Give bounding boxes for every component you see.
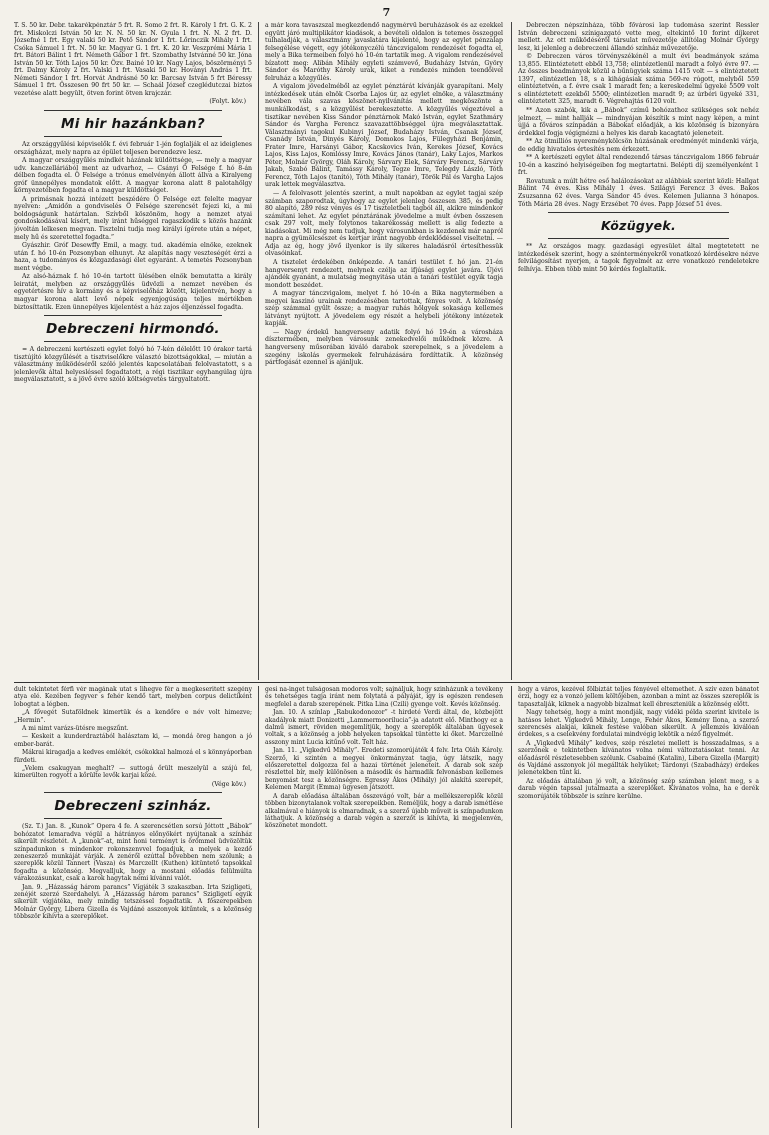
column-rule (258, 22, 259, 680)
article-paragraph: ** Az országos magy. gazdasági egyesület által megtetetett ne intézkedések szerint, hogy a szénterményekről vonatkozó kérdésekre nézve felvilágosítást nyerjen, a tagok figyelmét az erre vonatkozó rendeletekre felhívja. Ebben több mint 50 kérdés foglaltatik. (518, 243, 759, 273)
lower-column-3 (518, 686, 759, 1128)
review-paragraph: Nagy tehetség, hogy a mint mondják, nagy vidéki példa szerint kivitele is hatásos lehet. Vígkedvű Mihály, Lenge, Fehér Ákos, Kemény Ilona, a szerző szerencsés alakjai, kiknek festése valóban sikerült. A jellemzés kiválóan érdekes, s a cselekvény fordulatai mindvégig lekötik a néző figyelmét. (518, 709, 759, 739)
section-heading-theatre: Debreczeni szinház. (54, 798, 212, 815)
article-paragraph: ** Azon szabók, kik a „Bábok” czímű bohózathoz szükséges sok nehéz jelmezt, — mint hallják — mindnyájan készítik s mint nagy képen, a mint újjá a főváros színpadán a Bábokat előadják, a kis közönség is bizonyára érdekkel fogja végignézni a helyes kis darab kacagtató jeleneteit. (518, 107, 759, 137)
divider (44, 110, 222, 111)
review-paragraph: (Sz. T.) Jan. 8. „Kunok” Opera 4 fe. A szerencsétlen sorsú Jóttott „Bábok” bohózatot lemaradva végül a hátrányos előnyökért nyújtanak a színház sikerült részletét. A „kunok”-at, mint honi terményt is örömmel üdvözöltük színpadunkon s mindenkor rokonszenvvel fogadjuk, a melyek a kezdő zeneszerző munkáját várják. A zenéről ezúttal bővebben nem szólunk; a szereplők közül Tannert (Vasza) és Marczellt (Kuthen) kitüntető tapsokkal fogadta a közönség. Megvalljuk, hogy a mostani előadás felülmúlta várakozásunkat, csak a karok hagytak némi kívánni valót. (14, 823, 252, 883)
article-paragraph: © Debreczen város törvényszékénél a mult évi beadmányok száma 13,855. Elintéztetett ebből 13,758; elintézetlenül maradt a folyó évre 97. — Az összes beadmányok közül a bűnügyiek száma 1415 volt — s elintéztetett 1397, elintézetlen 18, s a kihágásiak száma 569-re rúgott, melyből 559 elintéztetvén, a f. évre csak 1 maradt fen; a kereskedelmi ügyeké 5509 volt s elintéztetett ezekből 5500; elintézetlen maradt 9; az úrbéri ügyeké 331, elintéztetett 325, maradt 6. Végrehajtás 6120 volt. (518, 53, 759, 106)
column-3 (518, 22, 759, 680)
continuation-note: (Vége köv.) (211, 780, 246, 788)
article-paragraph: — A felolvasott jelentés szerint, a mult napokban az egylet tagjai szép számban szaporodtak, úgyhogy az egylet jelenleg összesen 385, és pedig 80 alapító, 289 rész vényes és 17 tiszteletbeli tagból áll, akikre mindenkor számítani lehet. Az egylet pénztárának jövedelme a mult évben összesen csak 297 volt, mely folytonos takarékosság mellett is alig fedezte a kiadásokat. Mi még nem tudjuk, hogy városunkban is kezdenek már napról napra a gyümölcsészet és kertjar iránt nagyobb érdeklődéssel viseltetni. — Adja az ég, hogy jövő ilyenkor is ily sikeres haladásról értesíthessük olvasóinkat. (265, 190, 503, 258)
lower-column-2 (265, 686, 503, 1128)
section-heading-local: Debreczeni hirmondó. (46, 321, 220, 338)
story-paragraph: — Keskeit a kunderdraztából halásztam ki, — mondá öreg hangon a jó ember-barát. (14, 733, 252, 748)
divider (44, 136, 222, 137)
story-paragraph: „Velem csakugyan meghalt? — suttogá őrült meszelyül a szájú fel, kimerülten rogyott a kőrülte levők karjai közé. (14, 765, 252, 780)
article-paragraph: A primásnak hozzá intézett beszédére Ö Felsége ezt felelte magyar nyelven: „Amidőn a gondviselés Ö Felsége szerencsét fejezi ki, a mi boldogságunk határtalan. Szívből köszönöm, hogy a nemzet atyai gondoskodásával kísért, mely iránt hűséggel ragaszkodik s közös hazánk jóvoltán lelkesen megvan. Tisztelni tudja meg királyi ígérete után a népet, mely hű és szeretettel fogadta.” (14, 195, 252, 241)
divider (44, 315, 222, 316)
column-1 (14, 22, 252, 680)
review-paragraph: gesi na-inget tulságosan modoros volt; sajnáljuk, hogy szinházunk a tevékeny és tehetséges tagja iránt nem folytatá a pályáját, így is egészen rendesen megfelel a darab szerepének. Pitka Lina (Czili) gyenge volt. Kevés közönség. (265, 686, 503, 708)
article-paragraph: ** Az ötmilliós nyereménykölcsön húzásának eredményét mindenki várja, de eddig hivatalos értesítés nem érkezett. (518, 138, 759, 153)
review-paragraph: A darab előadása általában összevágó volt, bár a mellékszereplők közül többen bizonytalanok voltak szerepeikben. Reméljük, hogy a darab ismétlése alkalmával e hiányok is elmaradnak, s a szerző újabb műveit is színpadunkon láthatjuk. A közönség a darab végén a szerzőt is kihívta, ki megjelenvén, köszönetet mondott. (265, 792, 503, 830)
lower-column-1 (14, 686, 252, 1128)
review-paragraph: Jan. 11. „Vigkedvű Mihály”. Eredeti szomorújáték 4 felv. Irta Oláh Károly. Szerző, ki szintén a megyei önkormányzat tagja, úgy látszik, nagy előszeretettel dolgozza fel a hazai történet jeleneteit. A darab sok szép részlettel bír, mely különösen a második és harmadik felvonásban kellemes benyomást tesz a közönségre. Egressy Ákos (Mihály) jól alakítá szerepét, Kelemen Margit (Emma) ügyesen játszott. (265, 747, 503, 792)
column-rule (511, 22, 512, 680)
section-heading-public-affairs: Közügyek. (600, 218, 677, 234)
divider (44, 341, 222, 342)
newspaper-page (14, 6, 759, 1128)
divider (44, 818, 222, 819)
article-paragraph: Az országgyűlési képviselők f. évi február 1-jén foglalják el az ideiglenes országházat, mely napra az épület teljesen berendezve lesz. (14, 141, 252, 156)
article-paragraph: — Nagy érdekű hangverseny adatik folyó hó 19-én a városháza dísztermében, melyben városunk zenekedvelői működnek közre. A hangverseny műsorában kiváló darabok szerepelnek, s a jövedelem a szegény iskolás gyermekek felruházására fordíttatik. A közönség pártfogását ezennel is ajánljuk. (265, 328, 503, 367)
section-heading-news: Mi hir hazánkban? (61, 116, 205, 133)
column-2 (265, 22, 503, 680)
review-paragraph: A „Vigkedvű Mihály” kedves, szép részletei mellett is hosszadalmas, s a szerzőnek e tekintetben kívánatos volna némi változtatásokat tenni. Az előadásról részletesebben szólunk. Csabainé (Katalin), Libera Gizella (Margit) és Vajdáné asszonyok jól megállták helyüket; Tárdonyi (Szabadházy) érdekes jelenetekben tűnt ki. (518, 739, 759, 777)
death-notices: Rovatunk a múlt hétre eső halálozásokat az alábbiak szerint közli: Hallgat Bálint 74 éves. Kiss Mihály 1 éves. Szilágyi Ferencz 3 éves. Bakos Zsuzsanna 62 éves. Varga Sándor 45 éves. Kelemen Julianna 3 hónapos. Tóth Mária 28 éves. Nagy Erzsébet 70 éves. Papp József 51 éves. (518, 177, 759, 208)
article-paragraph: = A debreczeni kertészeti egylet folyó hó 7-kén délelőtt 10 órakor tartá tisztújító közgyűlését a tisztviselőkre választó bizottságokkal, — miután a választmány működéséről szóló jelentés kapcsolatában felolvastatott, s a jelenlevők által helyesléssel fogadtatott, a régi tisztikar egyhangúlag újra megválasztatott, s a jövő évre szóló költségvetés tárgyaltatott. (14, 346, 252, 384)
donation-list: T. S. 50 kr. Debr. takarékpénztár 5 frt. R. Somo 2 frt. R. Károly 1 frt. G. K. 2 frt. Miskolczi István 50 kr. N. N. 50 kr. N. Gyula 1 frt. N. N. 2 frt. D. Józsefné 1 frt. Egy valaki 50 kr. Pető Sándor 1 frt. Lőrinczik Mihály 1 frt. Csóka Sámuel 1 frt. N. 50 kr. Magyar G. 1 frt. K. 20 kr. Veszprémi Mária 1 frt. Bátori Bálint 1 frt. Németh Gábor 1 frt. Szombathy Istvánné 50 kr. Jóna István 50 kr. Tóth Lajos 50 kr. Özv. Bainé 10 kr. Nagy Lajos, böszörményi 5 frt. Dalmy Károly 2 frt. Valski 1 frt. Vasaki 50 kr. Hoványi András 1 frt. Németi Sándor 1 frt. Horvát Andrásné 50 kr. Barcsay István 5 frt Béressy Sámuel 1 frt. Összesen 90 frt 50 kr. — Schaál József czeglédutczai biztos vezetése alatt begyült, ötven forint ötven krajczár. (14, 22, 252, 97)
review-paragraph: hogy a város, kezével fölbiztát teljes fényével eltemethet. A szív ezen bánatot érzi, hogy ez a vonzó jellem költőjében, azonban a mint az összes szereplők is tapasztalják, kiknek a nagyobb bizalmat kell ébreszteniük a közönség előtt. (518, 686, 759, 708)
article-paragraph: a már kora tavaszszal megkezdendő nagymérvű beruházások és az ezekkel együtt járó multiplikátor kiadások, a bevételi oldalon is tetemes összeggel tulhaladják, a választmány javaslatára kijelenté, hogy az egylet pénzalap felsegélése végett, egy jótékonyczélú tánczvigalom rendezését fogadta el, mely a Bika termeiben folyó hó 10-én tartatik meg. A vigalom rendezésével bízatott meg: Alibán Mihály egyleti számvevő, Budaházy István, Györy Sándor és Maróthy Károly urak, kiket a rendezés minden teendőivel felruház a közgyűlés. (265, 22, 503, 82)
review-paragraph: Jan. 9. „Házasság három parancs” Vígjáték 3 szakaszban. Irta Szigligeti, zenéjét szerzé Szerdahelyi. A „Házasság három parancs” Szigligeti egyik sikerült vígjátéka, mely mindig tetszéssel fogadtatik. A főszerepekben Molnár György, Libera Gizella és Vajdáné asszonyok kitűntek, s a közönség többször kihívta a szereplőket. (14, 883, 252, 921)
column-rule (511, 686, 512, 1128)
review-paragraph: Az előadás általában jó volt, a közönség szép számban jelent meg, s a darab végén tapssal jutalmazta a szereplőket. Kívánatos volna, ha e derék szomorújáték többször is színre kerülne. (518, 777, 759, 800)
upper-section (14, 22, 759, 680)
divider (548, 212, 729, 213)
review-paragraph: Jan. 10. A színlap „Rabukodonozor” -t hirdeté Verdi által, de, közbejött akadályok miatt Donizetti „Lammermoorilucia”-ja adatott elő. Minthogy ez a dalmű ismert, röviden megemlítjük, hogy a szereplők általában ügyesek voltak, s a közönség a jobb helyeken tapsokkal tüntette ki őket. Marczellné asszony mint Lucia kitűnő volt. Telt ház. (265, 709, 503, 746)
article-paragraph: Gyászhir. Gróf Desewffy Emil, a magy. tud. akadémia elnöke, ezeknek után f. hó 10-én Pozsonyban elhunyt. Az alapítás nagy veszteségét érzi a haza, a tudományos és közgazdasági élet egyaránt. A temetés Pozsonyban ment végbe. (14, 242, 252, 272)
divider (548, 238, 729, 239)
divider (44, 792, 222, 793)
section-separator (14, 682, 759, 683)
article-paragraph: ** A kertészeti egylet által rendezendő társas tánczvigalom 1866 február 10-én a kaszinó helyiségeiben fog megtartatni. Belépti díj személyenként 1 frt. (518, 154, 759, 177)
article-paragraph: A vigalom jövedelméből az egylet pénztárát kívánják gyarapítani. Mely intézkedések után elnök Csorba Lajos úr, az egylet elnöke, a választmány nevében vála szavas köszönet-nyilvánítás mellett megköszönte a munkálkodást, s a közgyűlést berekesztette. A közgyűlés végeztével a tisztikar nevében Kiss Sándor pénztárnok Makó István, egylet Szathmáry Sándor és Vargha Ferencz szavazattöbbséggel újra megválasztattak. Választmányi tagokul Kubinyi József, Budaházy István, Csanak József, Csanády István, Dinyés Károly, Domokos Lajos, Fülegyházi Benjámin, Frater Imre, Harsányi Gábor, Kacskovics Iván, Kerekes József, Kovács Lajos, Kiss Lajos, Komlóssy Imre, Kovács János (tanár), Laky Lajos, Markos Péter, Molnár György, Oláh Károly, Sárvary Elek, Sárváry Ferencz, Sárváry Jakab, Szabó Bálint, Tamássy Károly, Tegze Imre, Telegdy László, Tóth Ferencz, Tóth Lajos (tanító), Tóth Mihály (tanár), Török Pál és Vargha Lajos urak lettek megválasztva. (265, 83, 503, 189)
feuilleton-section (14, 686, 759, 1128)
article-paragraph: A tisztelet érdekében önképezde. A tanári testület f. hó jan. 21-én hangversenyt rendezett, melynek czélja az ifjúsági egylet javára. Újévi ajándék gyanánt, a mulatság megnyitása után a tanári testület egyik tagja mondott beszédet. (265, 258, 503, 289)
article-paragraph: Debreczen népszínháza, több fővárosi lap tudomása szerint Ressler István debreczeni színigazgató vette meg, eltekintő 10 forint díjkeret mellett. Az ott működéséről társulat művezetője állítólag Molnár György lesz, ki jelenleg a debreczeni állandó színház művezetője. (518, 22, 759, 52)
continuation-note: (Folyt. köv.) (209, 98, 246, 106)
story-paragraph: Mákrai kiragadja a kedves emlékét, csókokkal halmozá el s könnyáporban fürdeti. (14, 749, 252, 764)
story-paragraph: dult tekintetet férfi vér magának utat s lihegve fér a megkeseritett szegény atya elé. Kezében fegyver s fehér kendő tart, melyben corpus delictiként lobogtat a légben. (14, 686, 252, 708)
story-paragraph: A mi nimt varázs-ütésre megszűnt. (22, 725, 129, 733)
story-paragraph: „A fővegét Sutaföldnek kimertük és a kendőre e név volt himezve; „Hermin”. (14, 709, 252, 724)
article-paragraph: A magyar tánczvigalom, melyet f. hó 10-én a Bika nagytermében a megyei kaszinó urainak rendezésében tartottak, fényes volt. A közönség szép számmal gyűlt össze; a magyar ruhás hölgyek sokasága kellemes látványt nyújtott. A jövedelem egy részét a helybeli jótékony intézetek kapják. (265, 290, 503, 328)
column-rule (258, 686, 259, 1128)
page-number: 7 (382, 6, 391, 19)
article-paragraph: A magyar országgyűlés mindkét házának küldöttsége, — mely a magyar udv. kanczelláriából ment az udvarhoz, — Csányi Ö Felsége f. hó 8-án délben fogadta el. Ö Felsége a trónus emelvényén állott állva a Kiralyeng gróf ünnepélyes mondatok előtt. A magyar korona alatt 8 palotahölgy környezetében fogadta el a magyar küldöttséget. (14, 157, 252, 195)
article-paragraph: Az alsó-háznak f. hó 10-én tartott ülésében elnök bemutatta a király leiratát, melyben az országgyűlés üdvözli a nemzet nevében és egyetértésre hív a kormány és a képviselőház között, kijelentvén, hogy a magyar korona alatt levő népek egyenjogúsága teljes mértékben biztosíttatik. Ezen ünnepélyes kijelentést a ház zajos éljenzéssel fogadta. (14, 273, 252, 311)
